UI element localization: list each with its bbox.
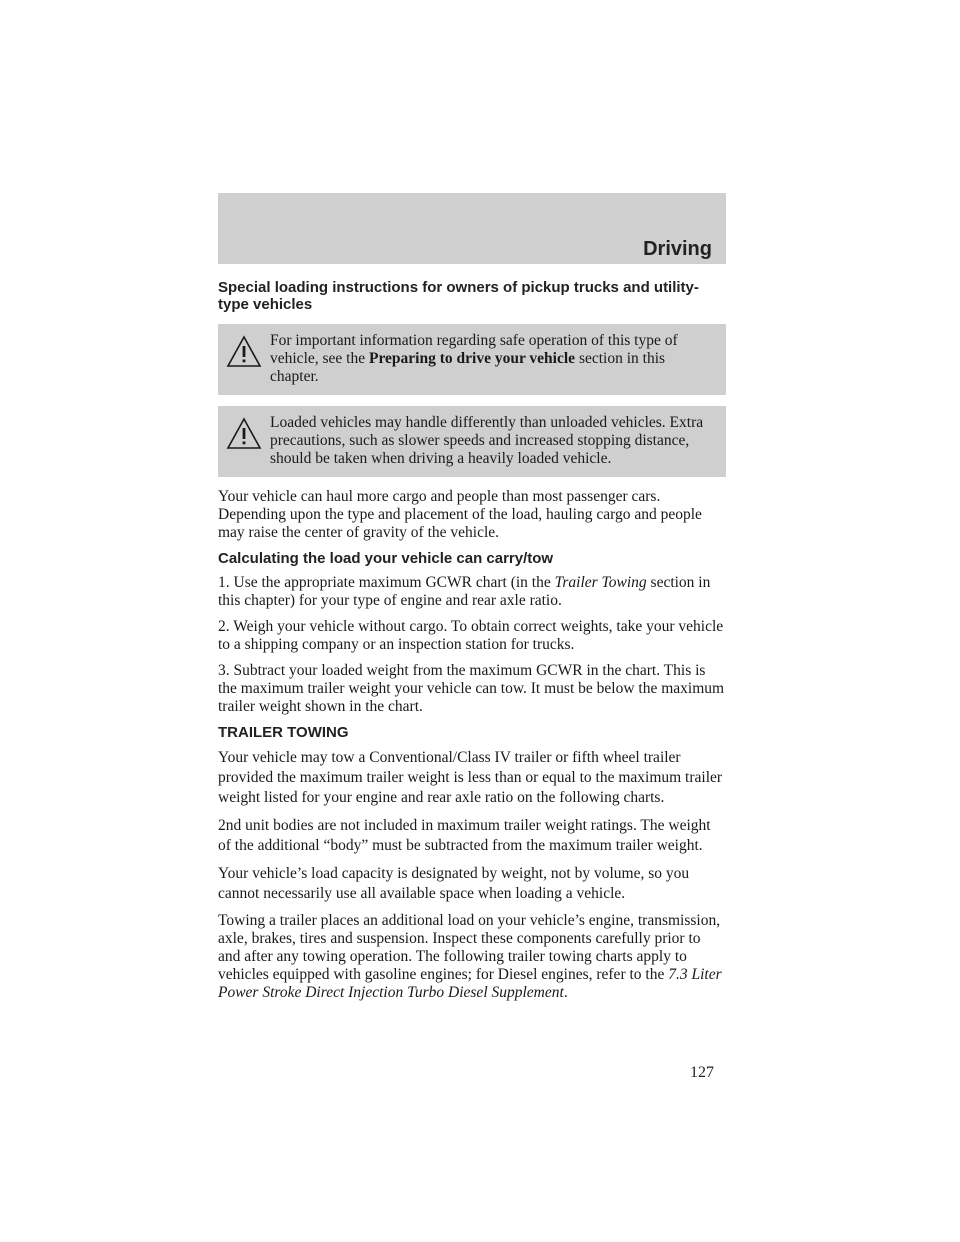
step-3: 3. Subtract your loaded weight from the maximum GCWR in the chart. This is the maximum trailer weight your vehicle can tow. It must be below the maximum trailer weight shown in the chart.	[218, 662, 725, 715]
paragraph-text-part: Towing a trailer places an additional load on your vehicle’s engine, transmission, axle, brakes, tires and suspension. Inspect these components carefully prior to and after any towing operation. The following trailer towing charts apply to vehicles equipped with gasoline engines; for Diesel engines, refer to the	[218, 912, 721, 983]
warning-text-part: For important information regarding safe operation of this type of vehicle, see the	[270, 332, 678, 367]
paragraph-2nd-unit-bodies: 2nd unit bodies are not included in maximum trailer weight ratings. The weight of the additional “body” must be subtracted from the maximum trailer weight.	[218, 817, 711, 854]
cross-reference-diesel-supplement: 7.3 Liter Power Stroke Direct Injection Turbo Diesel Supplement	[218, 966, 722, 1001]
section-heading-calculating-load: Calculating the load your vehicle can carry/tow	[218, 550, 554, 567]
warning-box-safe-operation	[218, 324, 726, 395]
section-heading-trailer-towing: TRAILER TOWING	[218, 724, 349, 741]
warning-box-loaded-vehicles	[218, 406, 726, 477]
warning-text-safe-operation	[224, 332, 716, 386]
warning-triangle-icon	[226, 334, 262, 370]
step-1	[218, 574, 726, 610]
step-2: 2. Weigh your vehicle without cargo. To obtain correct weights, take your vehicle to a shipping company or an inspection station for trucks.	[218, 618, 724, 653]
paragraph-towing-load	[218, 912, 726, 1002]
warning-text-part: section in this chapter.	[270, 350, 666, 385]
warning-text-loaded-vehicles: Loaded vehicles may handle differently than unloaded vehicles. Extra precautions, such as slower speeds and increased stopping distance, should be taken when driving a heavily loaded vehicle.	[270, 414, 704, 467]
chapter-title: Driving	[643, 238, 712, 260]
paragraph-tow-conventional: Your vehicle may tow a Conventional/Class IV trailer or fifth wheel trailer provided the maximum trailer weight is less than or equal to the maximum trailer weight listed for your engine and rear axle ratio on the following charts.	[218, 749, 723, 806]
cross-reference-trailer-towing: Trailer Towing	[554, 574, 647, 591]
page-number: 127	[690, 1064, 714, 1081]
chapter-header	[218, 193, 726, 264]
paragraph-text-part: .	[563, 984, 568, 1001]
warning-triangle-icon	[226, 416, 262, 452]
step-text-part: section in this chapter) for your type of engine and rear axle ratio.	[218, 574, 711, 609]
paragraph-haul-cargo: Your vehicle can haul more cargo and people than most passenger cars. Depending upon the type and placement of the load, hauling cargo and people may raise the center of gravity of the vehicle.	[218, 488, 702, 541]
paragraph-load-capacity: Your vehicle’s load capacity is designated by weight, not by volume, so you cannot necessarily use all available space when loading a vehicle.	[218, 865, 690, 902]
section-heading-special-loading: Special loading instructions for owners of pickup trucks and utility-type vehicles	[218, 279, 699, 313]
page-content	[218, 279, 726, 1010]
cross-reference-preparing: Preparing to drive your vehicle	[368, 350, 576, 367]
step-text-part: 1. Use the appropriate maximum GCWR chart (in the	[218, 574, 555, 591]
